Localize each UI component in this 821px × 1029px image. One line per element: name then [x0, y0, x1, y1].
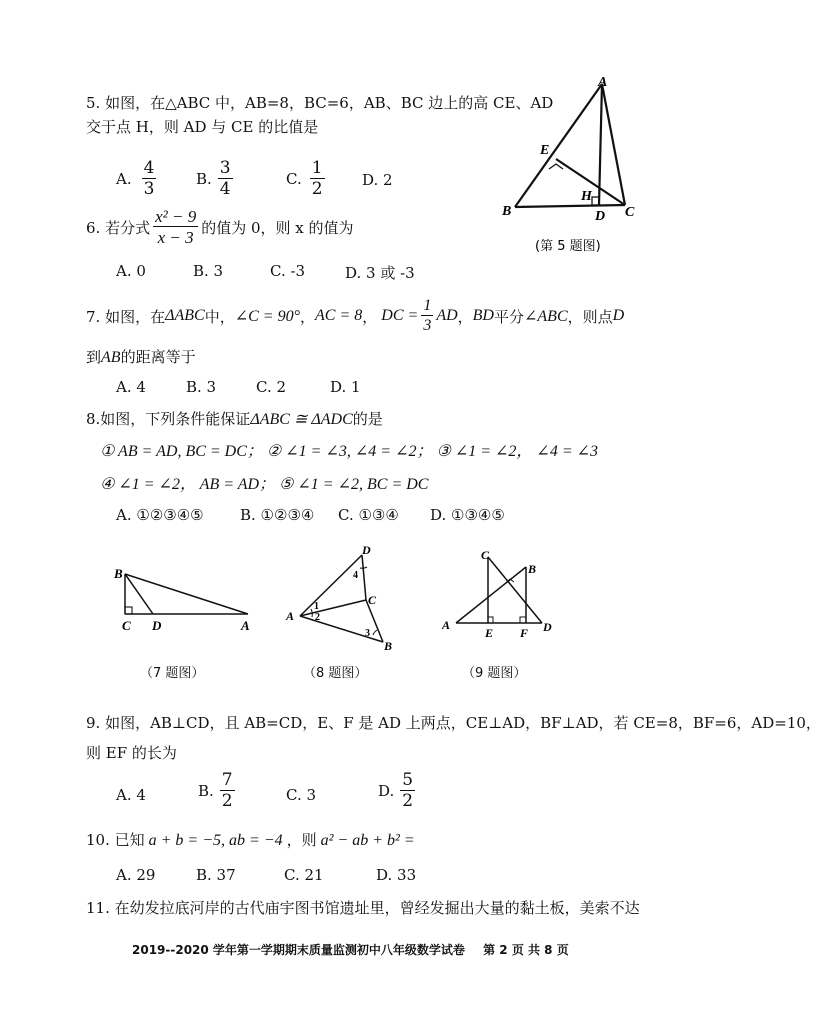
- fig5-label-d: D: [595, 209, 606, 224]
- figure-7: [110, 562, 260, 642]
- fig7-label-a: A: [241, 618, 250, 633]
- fig5-label-b: B: [502, 204, 512, 219]
- q7-stem-line1: 7. 如图，在 ΔABC 中， ∠C = 90° ， AC = 8 ， DC = $\frac{1}{3}$ AD ， BD 平分 ∠ABC ，则点 D: [86, 297, 625, 334]
- figure-9: [438, 545, 563, 645]
- figure-5: [495, 72, 645, 262]
- q6-stem: 6. 若分式 $\frac{\text{x² − 9}}{x - 3}$ 的值为 0，则 x 的值为: [86, 207, 354, 247]
- q10-option-b: B. 37: [196, 866, 236, 884]
- fig8-angle-1: 1: [314, 601, 319, 612]
- q9-option-b: B. $\frac{7}{2}$: [198, 770, 233, 811]
- fig8-label-d: D: [362, 543, 371, 557]
- q9-stem-line1: 9. 如图，AB⊥CD，且 AB=CD，E、F 是 AD 上两点，CE⊥AD，BF⊥AD，若 CE=8，BF=6，AD=10，: [86, 714, 821, 732]
- fig5-label-a: A: [598, 75, 608, 90]
- footer-page-number: 第 2 页 共 8 页: [483, 943, 569, 957]
- fig8-caption: （8 题图）: [303, 666, 368, 681]
- fig7-label-d: D: [152, 618, 162, 633]
- fig5-label-h: H: [581, 189, 592, 204]
- fig5-side-bc: [515, 205, 625, 207]
- q6-option-d: D. 3 或 -3: [345, 264, 415, 282]
- fig9-label-a: A: [442, 618, 451, 632]
- fig8-label-b: B: [384, 639, 393, 653]
- q6-option-a: A. 0: [116, 262, 146, 280]
- q10-option-d: D. 33: [376, 866, 417, 884]
- q5-option-c: C. $\frac{1}{2}$: [286, 158, 323, 199]
- q10-stem: 10. 已知 a + b = −5, ab = −4 ，则 a² − ab + b² =: [86, 831, 415, 849]
- fig9-caption: （9 题图）: [462, 666, 527, 681]
- q5-option-d: D. 2: [362, 171, 393, 189]
- q5-option-b: B. $\frac{3}{4}$: [196, 158, 231, 199]
- fig9-label-e: E: [485, 626, 494, 640]
- q8-conditions-row1: ① AB = AD, BC = DC； ② ∠1 = ∠3, ∠4 = ∠2； ③ ∠1 = ∠2， ∠4 = ∠3: [100, 443, 599, 460]
- q9-option-d: D. $\frac{5}{2}$: [378, 770, 414, 811]
- q7-option-b: B. 3: [186, 378, 217, 396]
- fig5-label-e: E: [540, 143, 550, 158]
- q8-option-d: D. ①③④⑤: [430, 506, 505, 524]
- fig5-label-c: C: [625, 205, 635, 220]
- fig9-label-f: F: [520, 626, 529, 640]
- fig7-label-b: B: [114, 566, 123, 581]
- q8-option-c: C. ①③④: [338, 506, 399, 524]
- fig5-right-angle-e: [549, 164, 563, 169]
- q7-option-d: D. 1: [330, 378, 361, 396]
- q7-option-c: C. 2: [256, 378, 287, 396]
- q5-option-a: A. $\frac{4}{3}$: [116, 158, 155, 199]
- footer-exam-title: 2019--2020 学年第一学期期末质量监测初中八年级数学试卷: [132, 943, 465, 957]
- page-footer: [132, 941, 569, 958]
- fig5-side-ac: [602, 84, 625, 205]
- q5-stem-line2: 交于点 H，则 AD 与 CE 的比值是: [86, 118, 319, 136]
- fig8-angle-3: 3: [365, 628, 370, 639]
- q7-option-a: A. 4: [116, 378, 146, 396]
- q8-stem: 8.如图，下列条件能保证ΔABC ≅ ΔADC的是: [86, 410, 383, 428]
- q9-option-a: A. 4: [116, 786, 146, 804]
- fig8-angle-4: 4: [353, 570, 358, 581]
- q8-option-b: B. ①②③④: [240, 506, 315, 524]
- figure-8: [280, 540, 410, 655]
- q6-option-b: B. 3: [193, 262, 224, 280]
- q5-stem-line1: 5. 如图，在△ABC 中，AB=8，BC=6，AB、BC 边上的高 CE、AD: [86, 94, 554, 112]
- q6-option-c: C. -3: [270, 262, 306, 280]
- q9-option-c: C. 3: [286, 786, 317, 804]
- q10-option-a: A. 29: [116, 866, 156, 884]
- q9-stem-line2: 则 EF 的长为: [86, 744, 177, 762]
- fig8-label-c: C: [368, 593, 377, 607]
- q8-conditions-row2: ④ ∠1 = ∠2， AB = AD； ⑤ ∠1 = ∠2, BC = DC: [100, 476, 429, 493]
- fig5-caption: (第 5 题图): [535, 239, 601, 254]
- fig9-label-b: B: [528, 562, 537, 576]
- fig9-label-d: D: [543, 620, 552, 634]
- q10-option-c: C. 21: [284, 866, 324, 884]
- fig9-label-c: C: [481, 548, 490, 562]
- fig8-label-a: A: [286, 609, 295, 623]
- q11-stem-line1: 11. 在幼发拉底河岸的古代庙宇图书馆遗址里，曾经发掘出大量的黏土板，美索不达: [86, 899, 640, 917]
- q8-option-a: A. ①②③④⑤: [116, 506, 204, 524]
- fig7-caption: （7 题图）: [140, 666, 205, 681]
- fig8-angle-2: 2: [315, 612, 320, 623]
- fig7-label-c: C: [122, 618, 131, 633]
- q7-stem-line2: 到AB的距离等于: [86, 348, 196, 366]
